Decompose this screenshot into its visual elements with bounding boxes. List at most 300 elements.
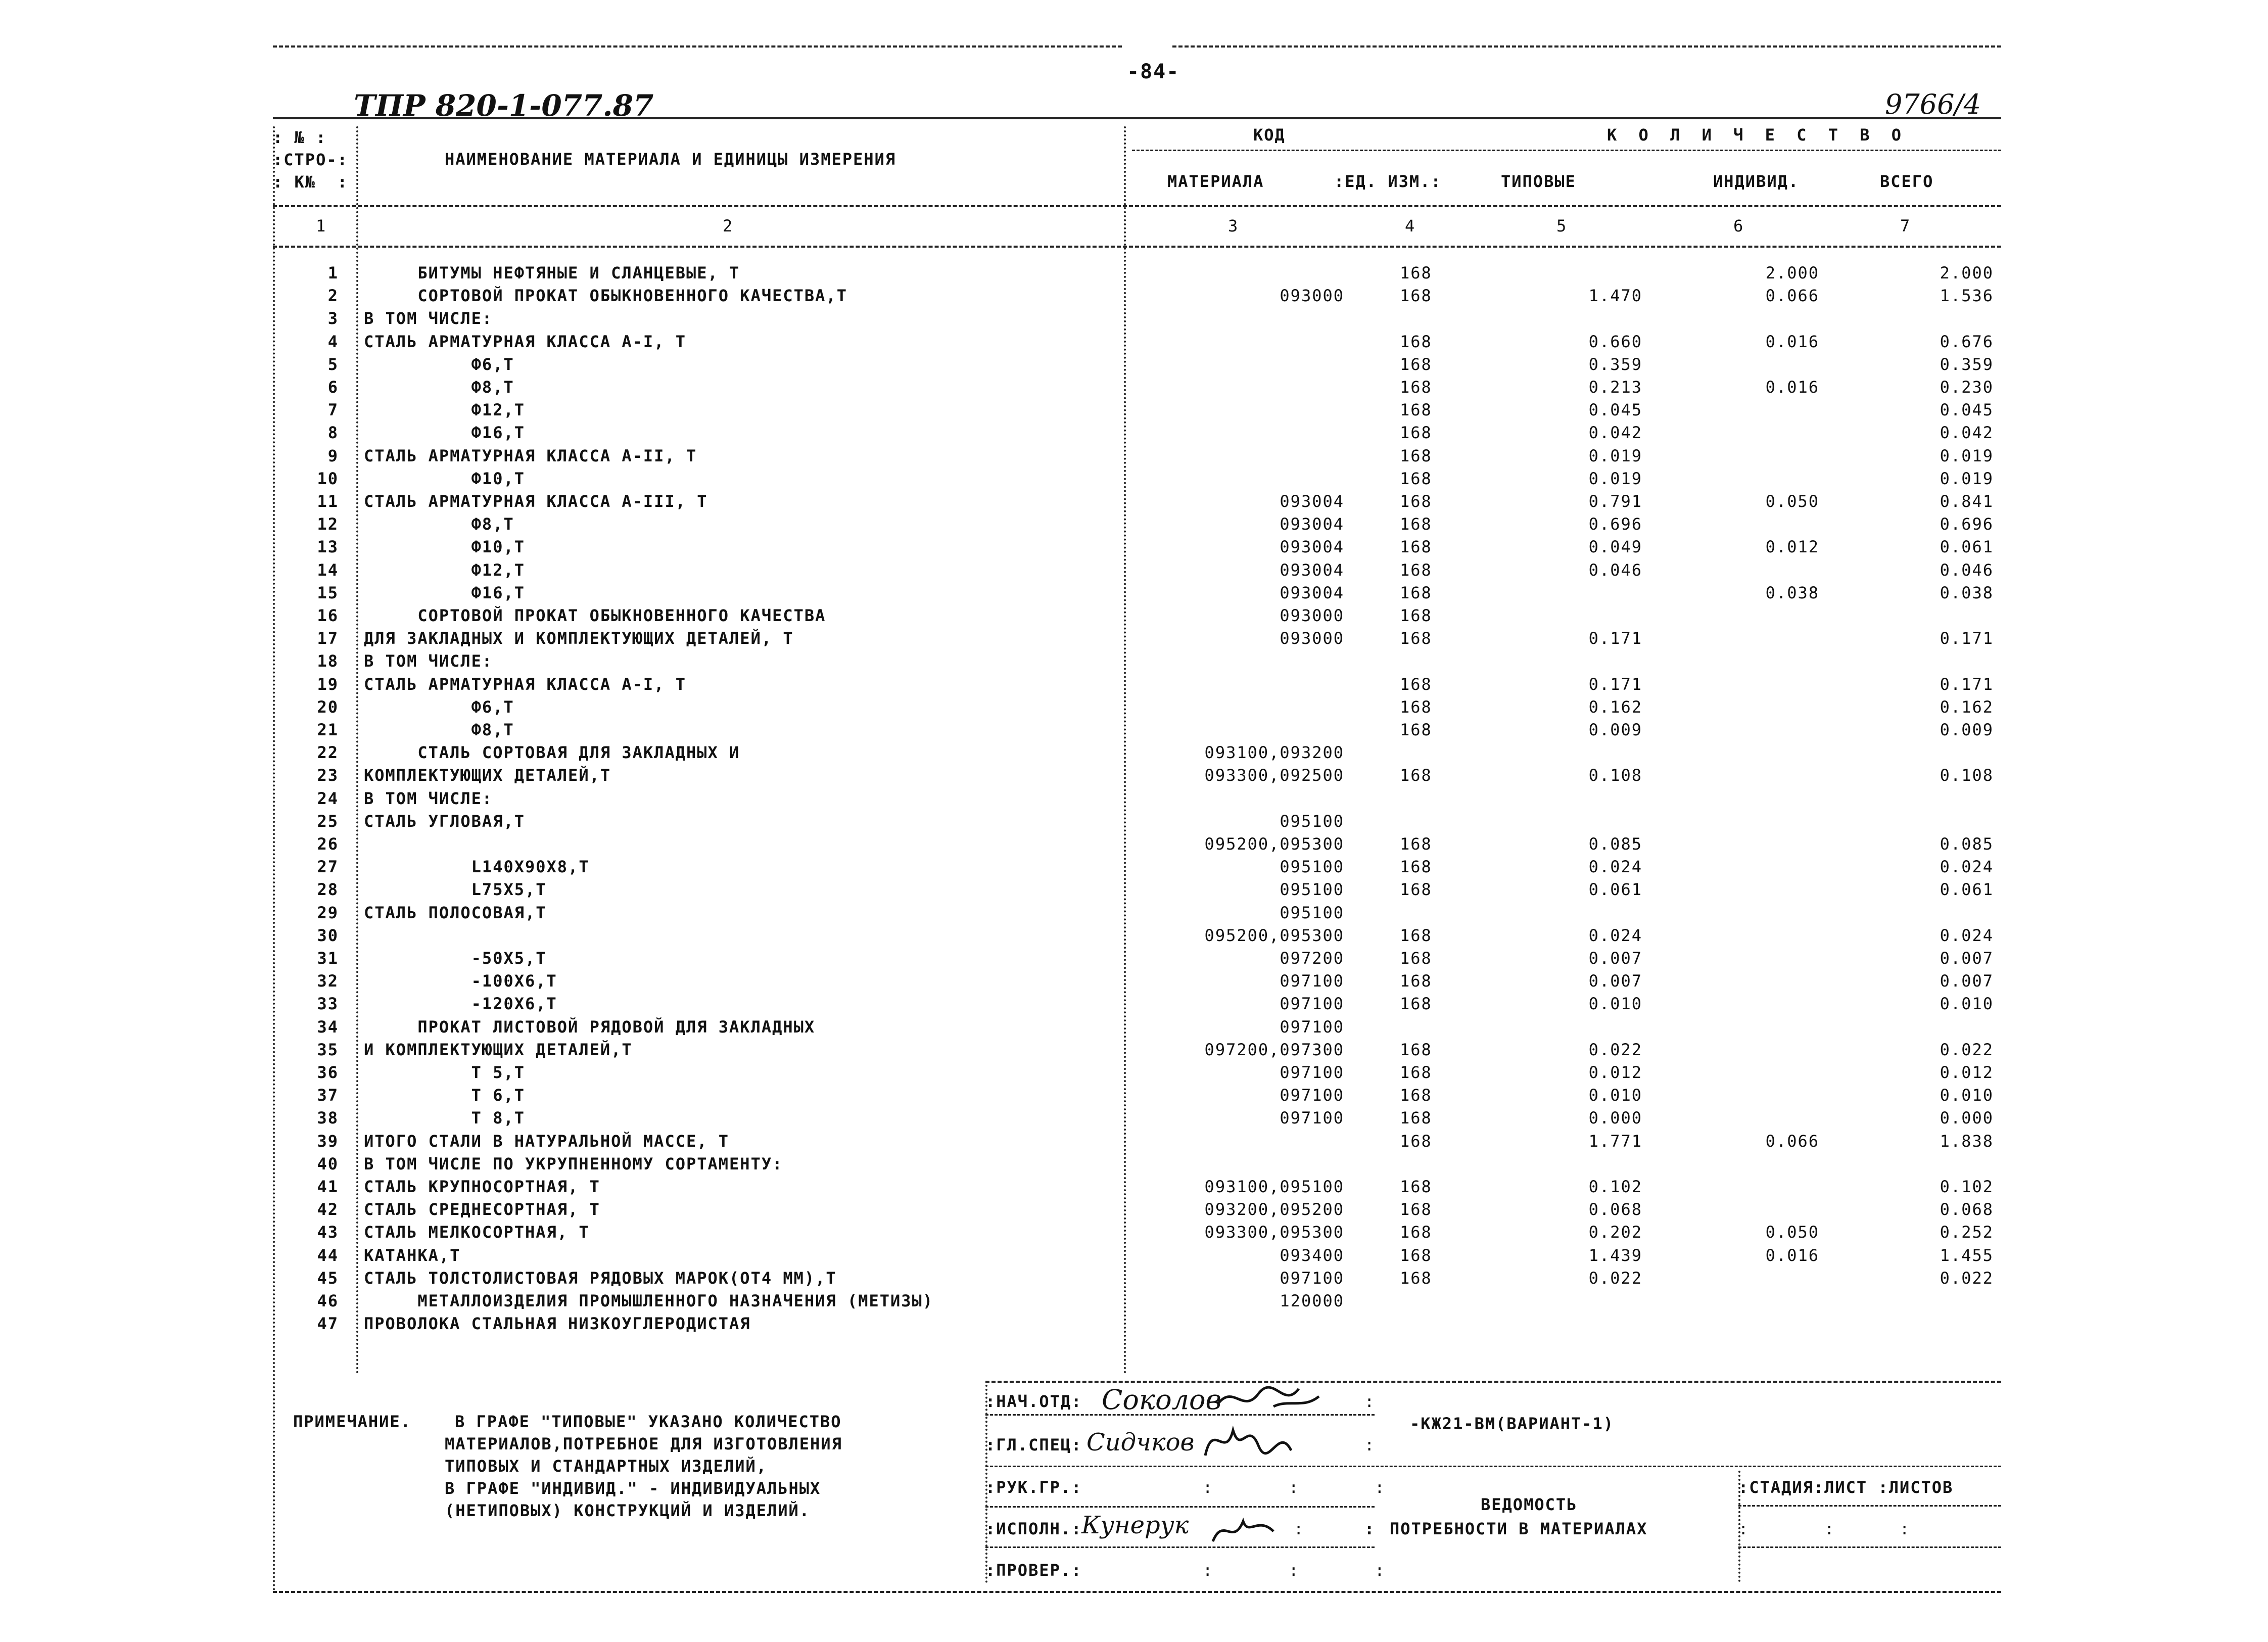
qty-total: 0.841	[1940, 492, 1994, 511]
stamp-prover: :ПРОВЕР.:	[985, 1561, 1082, 1580]
qty-total: 0.085	[1940, 834, 1994, 854]
note-line-2: МАТЕРИАЛОВ,ПОТРЕБНОЕ ДЛЯ ИЗГОТОВЛЕНИЯ	[445, 1434, 842, 1453]
material-name: Ф6,Т	[364, 697, 514, 717]
row-number: 34	[317, 1017, 339, 1037]
stamp-stage-header: :СТАДИЯ:ЛИСТ :ЛИСТОВ	[1738, 1478, 1954, 1497]
table-row	[0, 857, 2268, 879]
qty-individual: 0.016	[1765, 378, 1819, 397]
unit-code: 168	[1400, 674, 1432, 694]
table-row	[0, 971, 2268, 993]
unit-code: 168	[1400, 1200, 1432, 1219]
row-number: 46	[317, 1291, 339, 1310]
qty-typical: 0.022	[1588, 1040, 1642, 1059]
stamp-top-rule	[985, 1381, 2001, 1383]
qty-individual: 0.050	[1765, 492, 1819, 511]
row-number: 15	[317, 583, 339, 602]
stamp-stage-divider	[1738, 1471, 1740, 1582]
unit-code: 168	[1400, 583, 1432, 602]
table-row	[0, 1062, 2268, 1085]
colnum-2: 2	[723, 216, 734, 236]
material-code: 097100	[1280, 1063, 1344, 1082]
qty-typical: 0.213	[1588, 378, 1642, 397]
unit-code: 168	[1400, 514, 1432, 534]
material-code: 097100	[1280, 1268, 1344, 1288]
material-name: Ф16,Т	[364, 423, 525, 443]
stamp-ruk-gr: :РУК.ГР.:	[985, 1478, 1082, 1497]
row-number: 18	[317, 651, 339, 671]
header-row-number: : № : :СТРО-: : К№ :	[273, 128, 348, 192]
material-name: СТАЛЬ АРМАТУРНАЯ КЛАССА А-I, Т	[364, 332, 686, 351]
unit-code: 168	[1400, 1040, 1432, 1059]
unit-code: 168	[1400, 537, 1432, 557]
material-name: Ф10,Т	[364, 537, 525, 557]
row-number: 7	[327, 400, 339, 420]
material-name: СТАЛЬ ТОЛСТОЛИСТОВАЯ РЯДОВЫХ МАРОК(ОТ4 ММ),Т	[364, 1268, 837, 1288]
qty-total: 0.676	[1940, 332, 1994, 351]
colnum-3: 3	[1228, 216, 1239, 236]
qty-typical: 1.470	[1588, 286, 1642, 306]
row-number: 38	[317, 1108, 339, 1128]
qty-typical: 0.660	[1588, 332, 1642, 351]
note-line-1: В ГРАФЕ "ТИПОВЫЕ" УКАЗАНО КОЛИЧЕСТВО	[455, 1412, 842, 1431]
qty-total: 0.007	[1940, 971, 1994, 991]
qty-total: 0.010	[1940, 994, 1994, 1014]
row-number: 17	[317, 629, 339, 648]
qty-typical: 0.024	[1588, 925, 1642, 945]
row-number: 29	[317, 903, 339, 922]
top-dashed-rule-right	[1172, 45, 2001, 48]
table-row	[0, 628, 2268, 650]
row-number: 1	[327, 263, 339, 283]
note-line-3: ТИПОВЫХ И СТАНДАРТНЫХ ИЗДЕЛИЙ,	[445, 1457, 767, 1476]
qty-total: 0.252	[1940, 1223, 1994, 1242]
material-code: 093000	[1280, 629, 1344, 648]
qty-individual: 0.016	[1765, 332, 1819, 351]
header-typical: ТИПОВЫЕ	[1501, 172, 1576, 191]
note-line-4: В ГРАФЕ "ИНДИВИД." - ИНДИВИДУАЛЬНЫХ	[445, 1479, 821, 1498]
row-number: 9	[327, 446, 339, 465]
unit-code: 168	[1400, 400, 1432, 420]
unit-code: 168	[1400, 332, 1432, 351]
row-number: 26	[317, 834, 339, 854]
note-line-5: (НЕТИПОВЫХ) КОНСТРУКЦИЙ И ИЗДЕЛИЙ.	[445, 1501, 811, 1520]
unit-code: 168	[1400, 446, 1432, 465]
row-number: 11	[317, 492, 339, 511]
stamp-mark: -КЖ21-ВМ(ВАРИАНТ-1)	[1410, 1414, 1615, 1433]
qty-total: 0.061	[1940, 537, 1994, 557]
unit-code: 168	[1400, 1245, 1432, 1265]
row-number: 21	[317, 720, 339, 739]
material-code: 095200,095300	[1204, 925, 1344, 945]
row-number: 25	[317, 811, 339, 831]
qty-total: 0.045	[1940, 400, 1994, 420]
qty-typical: 0.049	[1588, 537, 1642, 557]
row-number: 37	[317, 1086, 339, 1105]
material-name: В ТОМ ЧИСЛЕ:	[364, 788, 493, 808]
unit-code: 168	[1400, 834, 1432, 854]
material-name: В ТОМ ЧИСЛЕ:	[364, 309, 493, 329]
table-row	[0, 263, 2268, 285]
material-code: 095100	[1280, 811, 1344, 831]
header-total: ВСЕГО	[1880, 172, 1934, 191]
qty-typical: 0.022	[1588, 1268, 1642, 1288]
qty-individual: 2.000	[1765, 263, 1819, 283]
qty-total: 0.022	[1940, 1268, 1994, 1288]
header-bottom-rule	[273, 246, 2001, 248]
table-row	[0, 1085, 2268, 1107]
table-row	[0, 1108, 2268, 1130]
table-row	[0, 1017, 2268, 1039]
material-code: 097200,097300	[1204, 1040, 1344, 1059]
row-number: 42	[317, 1200, 339, 1219]
unit-code: 168	[1400, 720, 1432, 739]
qty-total: 0.162	[1940, 697, 1994, 717]
stamp-stage-rule-2	[1738, 1546, 2001, 1548]
material-code: 093300,092500	[1204, 766, 1344, 785]
qty-typical: 0.007	[1588, 971, 1642, 991]
stamp-colon-1: :	[1364, 1392, 1376, 1411]
table-row	[0, 903, 2268, 925]
header-top-rule	[273, 117, 2001, 119]
row-number: 13	[317, 537, 339, 557]
qty-typical: 0.010	[1588, 1086, 1642, 1105]
unit-code: 168	[1400, 286, 1432, 306]
qty-total: 0.061	[1940, 880, 1994, 900]
stamp-row-rule-1	[985, 1414, 1375, 1416]
material-name: СТАЛЬ АРМАТУРНАЯ КЛАССА А-II, Т	[364, 446, 697, 465]
material-name: СТАЛЬ МЕЛКОСОРТНАЯ, Т	[364, 1223, 590, 1242]
table-row	[0, 537, 2268, 559]
table-row	[0, 308, 2268, 331]
header-material: МАТЕРИАЛА	[1167, 172, 1264, 191]
material-name: СОРТОВОЙ ПРОКАТ ОБЫКНОВЕННОГО КАЧЕСТВА,Т	[364, 286, 847, 306]
note-label: ПРИМЕЧАНИЕ.	[293, 1412, 411, 1431]
qty-typical: 0.042	[1588, 423, 1642, 443]
unit-code: 168	[1400, 1131, 1432, 1151]
row-number: 22	[317, 743, 339, 763]
material-code: 093004	[1280, 560, 1344, 580]
qty-total: 0.012	[1940, 1063, 1994, 1082]
material-code: 093004	[1280, 583, 1344, 602]
table-row	[0, 879, 2268, 902]
qty-total: 0.024	[1940, 925, 1994, 945]
qty-typical: 0.010	[1588, 994, 1642, 1014]
unit-code: 168	[1400, 971, 1432, 991]
qty-total: 0.019	[1940, 468, 1994, 488]
colnum-5: 5	[1556, 216, 1568, 236]
table-row	[0, 925, 2268, 948]
qty-typical: 0.019	[1588, 468, 1642, 488]
material-code: 095100	[1280, 903, 1344, 922]
qty-typical: 0.359	[1588, 354, 1642, 374]
stamp-left-divider	[985, 1381, 987, 1583]
material-code: 093400	[1280, 1245, 1344, 1265]
stamp-colon-3: : : :	[1203, 1478, 1386, 1497]
row-number: 16	[317, 606, 339, 625]
unit-code: 168	[1400, 1223, 1432, 1242]
qty-typical: 0.012	[1588, 1063, 1642, 1082]
table-row	[0, 1177, 2268, 1199]
qty-typical: 0.162	[1588, 697, 1642, 717]
table-row	[0, 765, 2268, 787]
material-name: ИТОГО СТАЛИ В НАТУРАЛЬНОЙ МАССЕ, Т	[364, 1131, 730, 1151]
stamp-stage-rule	[1738, 1505, 2001, 1507]
qty-typical: 0.068	[1588, 1200, 1642, 1219]
qty-typical: 0.171	[1588, 629, 1642, 648]
qty-total: 0.068	[1940, 1200, 1994, 1219]
row-number: 2	[327, 286, 339, 306]
qty-individual: 0.066	[1765, 286, 1819, 306]
sheet-code: 9766/4	[1885, 88, 1981, 120]
stamp-colon-2: :	[1364, 1435, 1376, 1455]
table-row	[0, 1291, 2268, 1313]
signature-3-icon	[1208, 1506, 1289, 1552]
table-row	[0, 514, 2268, 536]
stamp-title-2: ПОТРЕБНОСТИ В МАТЕРИАЛАХ	[1390, 1519, 1648, 1538]
row-number: 28	[317, 880, 339, 900]
header-qty-group: К О Л И Ч Е С Т В О	[1607, 125, 1908, 145]
material-name: СТАЛЬ СРЕДНЕСОРТНАЯ, Т	[364, 1200, 600, 1219]
qty-total: 0.022	[1940, 1040, 1994, 1059]
qty-total: 0.102	[1940, 1177, 1994, 1196]
table-row	[0, 994, 2268, 1016]
table-row	[0, 1131, 2268, 1153]
row-number: 32	[317, 971, 339, 991]
stamp-row-rule-3	[985, 1506, 1375, 1508]
qty-typical: 0.061	[1588, 880, 1642, 900]
stamp-ispoln-name: Кунерук	[1081, 1511, 1189, 1539]
material-code: 120000	[1280, 1291, 1344, 1310]
stamp-row-rule-2	[985, 1466, 2001, 1467]
row-number: 24	[317, 788, 339, 808]
material-code: 093300,095300	[1204, 1223, 1344, 1242]
table-row	[0, 377, 2268, 399]
row-number: 31	[317, 949, 339, 968]
unit-code: 168	[1400, 1108, 1432, 1128]
material-name: L140X90X8,Т	[364, 857, 590, 877]
material-code: 097100	[1280, 1086, 1344, 1105]
qty-typical: 0.024	[1588, 857, 1642, 877]
qty-total: 0.000	[1940, 1108, 1994, 1128]
table-row	[0, 1040, 2268, 1062]
table-row	[0, 286, 2268, 308]
material-name: СТАЛЬ ПОЛОСОВАЯ,Т	[364, 903, 547, 922]
qty-total: 0.046	[1940, 560, 1994, 580]
unit-code: 168	[1400, 378, 1432, 397]
material-name: Ф8,Т	[364, 514, 514, 534]
table-row	[0, 697, 2268, 719]
qty-total: 0.230	[1940, 378, 1994, 397]
row-number: 45	[317, 1268, 339, 1288]
stamp-title-2-prefix: :	[1364, 1519, 1376, 1538]
stamp-row-rule-4	[985, 1546, 1375, 1548]
table-row	[0, 605, 2268, 628]
qty-typical: 0.045	[1588, 400, 1642, 420]
material-code: 093100,095100	[1204, 1177, 1344, 1196]
table-row	[0, 811, 2268, 833]
material-name: Ф8,Т	[364, 720, 514, 739]
unit-code: 168	[1400, 857, 1432, 877]
qty-total: 0.359	[1940, 354, 1994, 374]
material-code: 097100	[1280, 971, 1344, 991]
row-number: 44	[317, 1245, 339, 1265]
material-code: 097100	[1280, 1108, 1344, 1128]
qty-individual: 0.038	[1765, 583, 1819, 602]
material-name: Т 8,Т	[364, 1108, 525, 1128]
qty-total: 0.696	[1940, 514, 1994, 534]
material-name: СТАЛЬ УГЛОВАЯ,Т	[364, 811, 525, 831]
table-row	[0, 1199, 2268, 1222]
row-number: 33	[317, 994, 339, 1014]
material-code: 095100	[1280, 880, 1344, 900]
material-name: СТАЛЬ КРУПНОСОРТНАЯ, Т	[364, 1177, 600, 1196]
unit-code: 168	[1400, 1086, 1432, 1105]
material-name: ПРОКАТ ЛИСТОВОЙ РЯДОВОЙ ДЛЯ ЗАКЛАДНЫХ	[364, 1017, 816, 1037]
stamp-colon-4: :	[1294, 1519, 1305, 1538]
table-row	[0, 1268, 2268, 1290]
stamp-gl-spec-name: Сидчков	[1086, 1428, 1195, 1457]
qty-typical: 0.171	[1588, 674, 1642, 694]
unit-code: 168	[1400, 423, 1432, 443]
row-number: 27	[317, 857, 339, 877]
colnum-6: 6	[1733, 216, 1744, 236]
qty-typical: 0.009	[1588, 720, 1642, 739]
qty-total: 0.038	[1940, 583, 1994, 602]
material-name: Ф16,Т	[364, 583, 525, 602]
qty-typical: 0.102	[1588, 1177, 1642, 1196]
unit-code: 168	[1400, 468, 1432, 488]
page-bottom-rule	[273, 1591, 2001, 1593]
table-row	[0, 651, 2268, 673]
stamp-title-1: ВЕДОМОСТЬ	[1481, 1495, 1578, 1514]
qty-total: 0.010	[1940, 1086, 1994, 1105]
material-code: 093200,095200	[1204, 1200, 1344, 1219]
qty-total: 0.009	[1940, 720, 1994, 739]
qty-total: 2.000	[1940, 263, 1994, 283]
material-name: Т 6,Т	[364, 1086, 525, 1105]
qty-typical: 0.007	[1588, 949, 1642, 968]
stamp-gl-spec: :ГЛ.СПЕЦ:	[985, 1435, 1082, 1455]
table-row	[0, 491, 2268, 513]
table-row	[0, 1313, 2268, 1336]
qty-total: 0.108	[1940, 766, 1994, 785]
stamp-stage-values: : : :	[1738, 1519, 1911, 1538]
material-name: И КОМПЛЕКТУЮЩИХ ДЕТАЛЕЙ,Т	[364, 1040, 633, 1059]
unit-code: 168	[1400, 263, 1432, 283]
qty-total: 0.019	[1940, 446, 1994, 465]
stamp-ispoln: :ИСПОЛН.:	[985, 1519, 1082, 1538]
qty-typical: 0.108	[1588, 766, 1642, 785]
stamp-nach-otd: :НАЧ.ОТД:	[985, 1392, 1082, 1411]
material-name: Ф12,Т	[364, 400, 525, 420]
table-row	[0, 1222, 2268, 1244]
material-code: 093100,093200	[1204, 743, 1344, 763]
unit-code: 168	[1400, 766, 1432, 785]
table-row	[0, 354, 2268, 377]
material-name: СТАЛЬ СОРТОВАЯ ДЛЯ ЗАКЛАДНЫХ И	[364, 743, 740, 763]
material-name: В ТОМ ЧИСЛЕ:	[364, 651, 493, 671]
qty-total: 1.536	[1940, 286, 1994, 306]
qty-total: 0.042	[1940, 423, 1994, 443]
material-name: КАТАНКА,Т	[364, 1245, 461, 1265]
stamp-nach-otd-name: Соколов	[1102, 1384, 1221, 1416]
row-number: 12	[317, 514, 339, 534]
unit-code: 168	[1400, 606, 1432, 625]
material-code: 093004	[1280, 537, 1344, 557]
header-code-group: КОД	[1253, 125, 1286, 145]
unit-code: 168	[1400, 354, 1432, 374]
material-name: L75X5,Т	[364, 880, 547, 900]
qty-total: 0.171	[1940, 674, 1994, 694]
material-name: В ТОМ ЧИСЛЕ ПО УКРУПНЕННОМУ СОРТАМЕНТУ:	[364, 1154, 783, 1174]
top-dashed-rule-left	[273, 45, 1122, 48]
material-name: Ф10,Т	[364, 468, 525, 488]
table-row	[0, 423, 2268, 445]
unit-code: 168	[1400, 629, 1432, 648]
row-number: 20	[317, 697, 339, 717]
material-name: Ф8,Т	[364, 378, 514, 397]
qty-typical: 0.791	[1588, 492, 1642, 511]
unit-code: 168	[1400, 492, 1432, 511]
unit-code: 168	[1400, 1268, 1432, 1288]
qty-individual: 0.012	[1765, 537, 1819, 557]
row-number: 36	[317, 1063, 339, 1082]
qty-typical: 0.019	[1588, 446, 1642, 465]
material-name: Ф6,Т	[364, 354, 514, 374]
signature-2-icon	[1198, 1415, 1299, 1466]
material-name: ПРОВОЛОКА СТАЛЬНАЯ НИЗКОУГЛЕРОДИСТАЯ	[364, 1314, 751, 1334]
table-row	[0, 446, 2268, 468]
qty-total: 0.007	[1940, 949, 1994, 968]
material-code: 097100	[1280, 1017, 1344, 1037]
material-code: 093000	[1280, 286, 1344, 306]
table-row	[0, 674, 2268, 696]
row-number: 35	[317, 1040, 339, 1059]
material-name: ДЛЯ ЗАКЛАДНЫХ И КОМПЛЕКТУЮЩИХ ДЕТАЛЕЙ, Т	[364, 629, 794, 648]
qty-typical: 0.000	[1588, 1108, 1642, 1128]
qty-total: 0.024	[1940, 857, 1994, 877]
table-row	[0, 583, 2268, 605]
unit-code: 168	[1400, 697, 1432, 717]
table-row	[0, 468, 2268, 491]
material-code: 097100	[1280, 994, 1344, 1014]
row-number: 5	[327, 354, 339, 374]
header-inner-rule	[1132, 150, 2001, 151]
unit-code: 168	[1400, 560, 1432, 580]
header-unit: :ЕД. ИЗМ.:	[1334, 172, 1442, 191]
table-row	[0, 834, 2268, 856]
colnum-7: 7	[1900, 216, 1911, 236]
row-number: 40	[317, 1154, 339, 1174]
material-code: 093000	[1280, 606, 1344, 625]
unit-code: 168	[1400, 949, 1432, 968]
unit-code: 168	[1400, 994, 1432, 1014]
table-row	[0, 560, 2268, 582]
material-code: 097200	[1280, 949, 1344, 968]
material-code: 093004	[1280, 514, 1344, 534]
row-number: 14	[317, 560, 339, 580]
qty-individual: 0.066	[1765, 1131, 1819, 1151]
table-row	[0, 1154, 2268, 1176]
header-name: НАИМЕНОВАНИЕ МАТЕРИАЛА И ЕДИНИЦЫ ИЗМЕРЕНИЯ	[445, 150, 896, 169]
header-individual: ИНДИВИД.	[1713, 172, 1800, 191]
stamp-colon-5: : : :	[1203, 1561, 1386, 1580]
qty-typical: 0.046	[1588, 560, 1642, 580]
doc-code: ТПР 820-1-077.87	[354, 88, 654, 123]
material-name: -50X5,Т	[364, 949, 547, 968]
row-number: 8	[327, 423, 339, 443]
material-name: КОМПЛЕКТУЮЩИХ ДЕТАЛЕЙ,Т	[364, 766, 611, 785]
